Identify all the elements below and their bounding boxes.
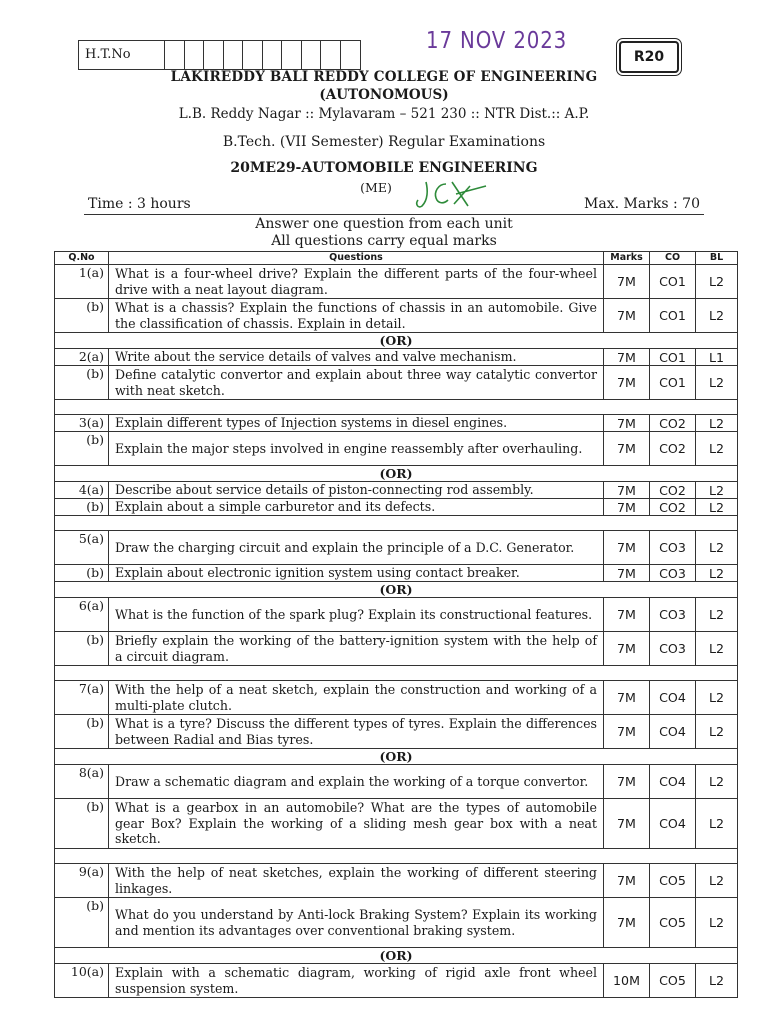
question-bl: L2 — [696, 482, 738, 499]
or-separator — [55, 749, 738, 765]
subject-title: 20ME29-AUTOMOBILE ENGINEERING — [230, 160, 538, 176]
unit-spacer — [55, 400, 738, 415]
date-stamp: 17 NOV 2023 — [426, 28, 568, 54]
question-co: CO2 — [650, 415, 696, 432]
question-number: (b) — [55, 632, 109, 666]
question-co: CO1 — [650, 265, 696, 299]
question-row — [55, 499, 738, 516]
question-number: 10(a) — [55, 964, 109, 998]
college-name: LAKIREDDY BALI REDDY COLLEGE OF ENGINEERING — [170, 69, 598, 85]
table-header-row — [55, 252, 738, 265]
question-row — [55, 864, 738, 898]
question-text: What is a four-wheel drive? Explain the different parts of the four-wheel drive with a neat layout diagram. — [109, 265, 604, 299]
question-number: 8(a) — [55, 765, 109, 799]
question-bl: L2 — [696, 898, 738, 948]
question-marks: 7M — [604, 432, 650, 466]
htno-cell — [282, 41, 302, 69]
question-bl: L2 — [696, 499, 738, 516]
question-marks: 7M — [604, 565, 650, 582]
question-bl: L2 — [696, 299, 738, 333]
question-marks: 7M — [604, 531, 650, 565]
htno-cell — [165, 41, 185, 69]
question-co: CO3 — [650, 531, 696, 565]
col-header-questions: Questions — [109, 252, 604, 265]
question-bl: L2 — [696, 864, 738, 898]
htno-cell — [321, 41, 341, 69]
question-text: Write about the service details of valves and valve mechanism. — [109, 349, 604, 366]
htno-label: H.T.No — [79, 41, 165, 69]
question-text: What is a tyre? Discuss the different types of tyres. Explain the differences between Radial and Bias tyres. — [109, 715, 604, 749]
question-row — [55, 299, 738, 333]
question-co: CO4 — [650, 765, 696, 799]
question-row — [55, 598, 738, 632]
question-text: What do you understand by Anti-lock Braking System? Explain its working and mention its advantages over conventional braking system. — [109, 898, 604, 948]
question-row — [55, 964, 738, 998]
question-text: What is a gearbox in an automobile? What are the types of automobile gear Box? Explain the working of a sliding mesh gear box with a neat sketch. — [109, 799, 604, 849]
question-text: Briefly explain the working of the battery-ignition system with the help of a circuit diagram. — [109, 632, 604, 666]
question-marks: 7M — [604, 765, 650, 799]
exam-duration: Time : 3 hours — [88, 196, 191, 212]
question-row — [55, 366, 738, 400]
question-text: Explain with a schematic diagram, working of rigid axle front wheel suspension system. — [109, 964, 604, 998]
or-label: (OR) — [55, 582, 738, 598]
branch-label: (ME) — [360, 180, 392, 195]
question-number: 5(a) — [55, 531, 109, 565]
question-text: What is the function of the spark plug? Explain its constructional features. — [109, 598, 604, 632]
question-co: CO3 — [650, 598, 696, 632]
question-text: Draw a schematic diagram and explain the working of a torque convertor. — [109, 765, 604, 799]
question-text: Draw the charging circuit and explain the principle of a D.C. Generator. — [109, 531, 604, 565]
question-bl: L1 — [696, 349, 738, 366]
question-row — [55, 632, 738, 666]
question-marks: 7M — [604, 598, 650, 632]
question-text: Explain different types of Injection systems in diesel engines. — [109, 415, 604, 432]
question-marks: 7M — [604, 632, 650, 666]
exam-title: B.Tech. (VII Semester) Regular Examinations — [222, 134, 546, 150]
questions-table — [54, 251, 738, 998]
question-marks: 10M — [604, 964, 650, 998]
col-header-bl: BL — [696, 252, 738, 265]
question-text: With the help of neat sketches, explain the working of different steering linkages. — [109, 864, 604, 898]
question-bl: L2 — [696, 799, 738, 849]
question-bl: L2 — [696, 632, 738, 666]
question-number: (b) — [55, 432, 109, 466]
question-co: CO1 — [650, 366, 696, 400]
htno-cell — [263, 41, 283, 69]
or-label: (OR) — [55, 466, 738, 482]
question-co: CO3 — [650, 565, 696, 582]
question-co: CO1 — [650, 299, 696, 333]
question-co: CO3 — [650, 632, 696, 666]
question-marks: 7M — [604, 715, 650, 749]
instruction-one: Answer one question from each unit — [255, 216, 513, 232]
question-row — [55, 565, 738, 582]
question-number: (b) — [55, 499, 109, 516]
question-row — [55, 715, 738, 749]
question-marks: 7M — [604, 265, 650, 299]
unit-spacer — [55, 666, 738, 681]
question-marks: 7M — [604, 299, 650, 333]
question-co: CO2 — [650, 432, 696, 466]
or-label: (OR) — [55, 333, 738, 349]
question-marks: 7M — [604, 482, 650, 499]
question-text: What is a chassis? Explain the functions of chassis in an automobile. Give the classification of chassis. Explain in detail. — [109, 299, 604, 333]
question-text: Explain about electronic ignition system using contact breaker. — [109, 565, 604, 582]
or-separator — [55, 466, 738, 482]
question-number: (b) — [55, 565, 109, 582]
question-text: With the help of a neat sketch, explain the construction and working of a multi-plate clutch. — [109, 681, 604, 715]
question-marks: 7M — [604, 349, 650, 366]
question-bl: L2 — [696, 681, 738, 715]
question-number: 2(a) — [55, 349, 109, 366]
question-marks: 7M — [604, 898, 650, 948]
question-number: 6(a) — [55, 598, 109, 632]
question-number: 9(a) — [55, 864, 109, 898]
regulation-badge: R20 — [619, 41, 679, 73]
question-number: 3(a) — [55, 415, 109, 432]
question-row — [55, 265, 738, 299]
question-row — [55, 415, 738, 432]
question-co: CO2 — [650, 499, 696, 516]
question-text: Define catalytic convertor and explain about three way catalytic convertor with neat sketch. — [109, 366, 604, 400]
question-row — [55, 482, 738, 499]
question-bl: L2 — [696, 366, 738, 400]
question-row — [55, 765, 738, 799]
question-bl: L2 — [696, 432, 738, 466]
question-number: (b) — [55, 898, 109, 948]
question-number: 4(a) — [55, 482, 109, 499]
htno-cell — [224, 41, 244, 69]
question-marks: 7M — [604, 864, 650, 898]
question-bl: L2 — [696, 531, 738, 565]
question-bl: L2 — [696, 964, 738, 998]
question-co: CO5 — [650, 964, 696, 998]
or-separator — [55, 582, 738, 598]
question-co: CO2 — [650, 482, 696, 499]
question-row — [55, 681, 738, 715]
question-co: CO4 — [650, 681, 696, 715]
question-bl: L2 — [696, 765, 738, 799]
question-bl: L2 — [696, 415, 738, 432]
htno-cell — [341, 41, 361, 69]
question-bl: L2 — [696, 715, 738, 749]
question-marks: 7M — [604, 415, 650, 432]
question-row — [55, 531, 738, 565]
question-marks: 7M — [604, 681, 650, 715]
question-co: CO1 — [650, 349, 696, 366]
col-header-marks: Marks — [604, 252, 650, 265]
question-text: Describe about service details of piston-connecting rod assembly. — [109, 482, 604, 499]
unit-spacer — [55, 516, 738, 531]
question-co: CO4 — [650, 799, 696, 849]
question-number: (b) — [55, 715, 109, 749]
question-row — [55, 432, 738, 466]
unit-spacer — [55, 849, 738, 864]
col-header-qno: Q.No — [55, 252, 109, 265]
question-row — [55, 898, 738, 948]
or-separator — [55, 333, 738, 349]
question-row — [55, 349, 738, 366]
question-marks: 7M — [604, 799, 650, 849]
question-co: CO5 — [650, 864, 696, 898]
question-number: 1(a) — [55, 265, 109, 299]
col-header-co: CO — [650, 252, 696, 265]
or-separator — [55, 948, 738, 964]
question-marks: 7M — [604, 499, 650, 516]
question-bl: L2 — [696, 565, 738, 582]
question-number: (b) — [55, 799, 109, 849]
htno-cell — [185, 41, 205, 69]
time-marks-row — [84, 196, 704, 215]
college-address: L.B. Reddy Nagar :: Mylavaram – 521 230 :: NTR Dist.:: A.P. — [178, 106, 590, 122]
instruction-two: All questions carry equal marks — [271, 233, 497, 249]
question-number: (b) — [55, 366, 109, 400]
question-text: Explain the major steps involved in engine reassembly after overhauling. — [109, 432, 604, 466]
question-co: CO5 — [650, 898, 696, 948]
htno-cell — [204, 41, 224, 69]
or-label: (OR) — [55, 749, 738, 765]
htno-cell — [302, 41, 322, 69]
or-label: (OR) — [55, 948, 738, 964]
max-marks: Max. Marks : 70 — [584, 196, 700, 212]
question-number: (b) — [55, 299, 109, 333]
question-co: CO4 — [650, 715, 696, 749]
question-marks: 7M — [604, 366, 650, 400]
question-row — [55, 799, 738, 849]
autonomous-label: (AUTONOMOUS) — [319, 87, 449, 103]
htno-cell — [243, 41, 263, 69]
question-bl: L2 — [696, 598, 738, 632]
question-text: Explain about a simple carburetor and its defects. — [109, 499, 604, 516]
question-number: 7(a) — [55, 681, 109, 715]
hall-ticket-number-box — [78, 40, 361, 70]
question-bl: L2 — [696, 265, 738, 299]
